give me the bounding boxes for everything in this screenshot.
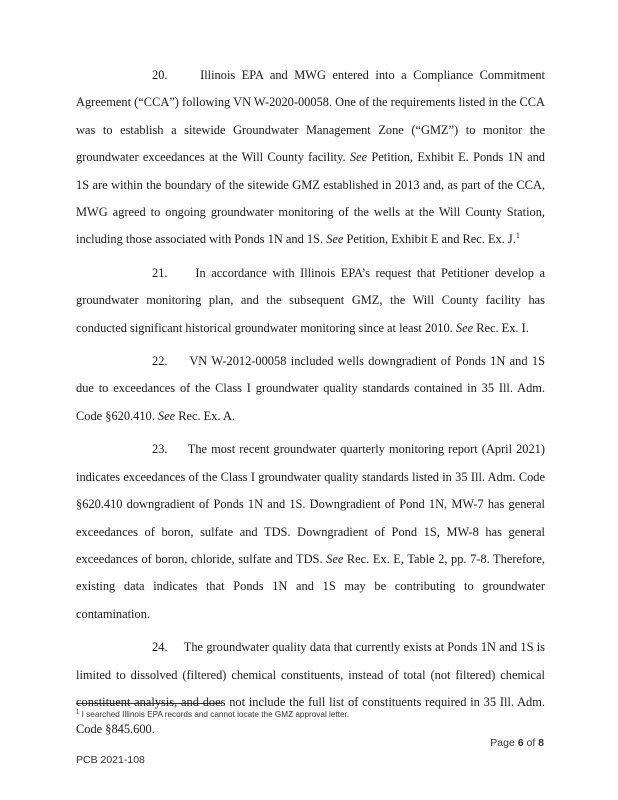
paragraph-20: [76, 62, 545, 254]
footnote-text: I searched Illinois EPA records and cannot locate the GMZ approval letter.: [79, 710, 350, 719]
paragraph-22: [76, 348, 545, 430]
paragraph-text: The groundwater quality data that currently exists at Ponds 1N and 1S is limited to dissolved (filtered) chemical constituents, instead of total (not filtered) chemical constituent analysis, and does not include the full list of constituents required in 35 Ill. Adm. Code §845.600.: [76, 640, 545, 737]
footnote-marker: 1: [76, 709, 80, 716]
paragraph-text: In accordance with Illinois EPA’s request that Petitioner develop a groundwater monitoring plan, and the subsequent GMZ, the Will County facility has conducted significant historical groundwater monitoring since at least 2010.: [76, 265, 545, 335]
paragraph-text: Illinois EPA and MWG entered into a Compliance Commitment Agreement (“CCA”) following VN W-2020-00058. One of the requirements listed in the CCA was to establish a sitewide Groundwater Management Zone (“GMZ”) to monitor the groundwater exceedances at the Will County facility.: [76, 68, 545, 165]
paragraph-number: 21.: [152, 265, 168, 280]
paragraph-24: [76, 634, 545, 744]
see-signal: See: [326, 551, 344, 566]
see-signal: See: [349, 150, 368, 165]
see-signal: See: [326, 232, 344, 247]
footnote-reference: 1: [515, 231, 520, 241]
paragraph-text: The most recent groundwater quarterly monitoring report (April 2021) indicates exceedances of the Class I groundwater quality standards listed in 35 Ill. Adm. Code §620.410 downgradient of Ponds 1N and 1S. Downgradient of Pond 1N, MW-7 has general exceedances of boron, sulfate and TDS. Downgradient of Pond 1S, MW-8 has general exceedances of boron, chloride, sulfate and TDS.: [76, 442, 545, 566]
footnote: [76, 710, 546, 719]
page-of: of: [523, 737, 539, 749]
paragraph-number: 22.: [152, 354, 168, 369]
paragraph-text: Petition, Exhibit E. Ponds 1N and 1S are within the boundary of the sitewide GMZ established in 2013 and, as part of the CCA, MWG agreed to ongoing groundwater monitoring of the wells at the Will County Station, including those associated with Ponds 1N and 1S.: [76, 150, 545, 247]
paragraph-number: 23.: [152, 442, 168, 457]
see-signal: See: [455, 320, 474, 335]
paragraph-23: [76, 436, 545, 628]
page-label: Page: [490, 737, 518, 749]
page-current: 6: [517, 737, 524, 749]
page-total: 8: [538, 737, 544, 749]
paragraph-text: Rec. Ex. E, Table 2, pp. 7-8. Therefore, existing data indicates that Ponds 1N and 1S may be contributing to groundwater contamination.: [76, 551, 545, 621]
paragraph-text: Rec. Ex. I.: [473, 320, 529, 335]
case-number: PCB 2021-108: [76, 754, 145, 766]
paragraph-number: 20.: [152, 68, 168, 82]
see-signal: See: [157, 408, 176, 423]
footnote-divider: [76, 703, 222, 704]
document-body: [76, 62, 545, 750]
page-number: [490, 737, 544, 749]
paragraph-text: Petition, Exhibit E and Rec. Ex. J.: [343, 232, 516, 247]
paragraph-number: 24.: [152, 640, 168, 655]
paragraph-text: VN W-2012-00058 included wells downgradient of Ponds 1N and 1S due to exceedances of the Class I groundwater quality standards contained in 35 Ill. Adm. Code §620.410.: [76, 354, 545, 423]
paragraph-21: [76, 260, 545, 342]
paragraph-text: Rec. Ex. A.: [175, 408, 236, 423]
